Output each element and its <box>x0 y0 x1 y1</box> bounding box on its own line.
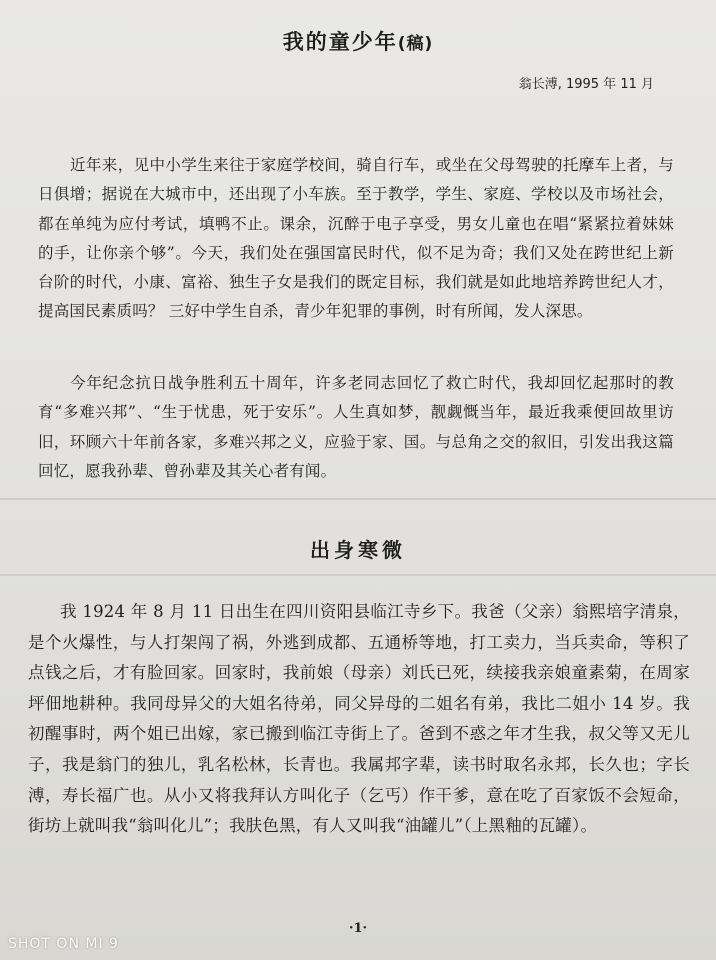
title-suffix: (稿) <box>397 34 434 54</box>
section-heading: 出身寒微 <box>310 538 406 562</box>
page-number: ·1· <box>348 921 368 936</box>
camera-watermark: SHOT ON MI 9 <box>8 936 119 952</box>
section-paragraph: 我 1924 年 8 月 11 日出生在四川资阳县临江寺乡下。我爸（父亲）翁熙培字清泉，是个火爆性，与人打架闯了祸，外逃到成都、五通桥等地，打工卖力，当兵卖命，等积了点钱之后，才有脸回家。回家时，我前娘（母亲）刘氏已死，续接我亲娘童素菊，在周家坪佃地耕种。我同母异父的大姐名待弟，同父异母的二姐名有弟，我比二姐小 14 岁。我初醒事时，两个姐已出嫁，家已搬到临江寺街上了。爸到不惑之年才生我，叔父等又无儿子，我是翁门的独儿，乳名松林，长青也。我属邦字辈，读书时取名永邦，长久也；字长溥，寿长福广也。从小又将我拜认方叫化子（乞丐）作干爹，意在吃了百家饭不会短命，街坊上就叫我“翁叫化儿”；我肤色黑，有人又叫我“油罐儿”（上黑釉的瓦罐）。 <box>28 602 690 836</box>
author-date: 翁长溥, 1995 年 11 月 <box>518 77 654 92</box>
title-text: 我的童少年 <box>282 30 398 54</box>
intro-paragraph-1: 近年来，见中小学生来往于家庭学校间，骑自行车，或坐在父母驾驶的托摩车上者，与日俱增；据说在大城市中，还出现了小车族。至于教学，学生、家庭、学校以及市场社会，都在单纯为应付考试，填鸭不止。课余，沉醉于电子享受，男女儿童也在唱“紧紧拉着妹妹的手，让你亲个够”。今天，我们处在强国富民时代，似不足为奇；我们又处在跨世纪上新台阶的时代，小康、富裕、独生子女是我们的既定目标，我们就是如此地培养跨世纪人才，提高国民素质吗？ 三好中学生自杀，青少年犯罪的事例，时有所闻，发人深思。 <box>38 156 674 321</box>
paper-fold-line <box>0 498 716 500</box>
intro-paragraph-2: 今年纪念抗日战争胜利五十周年，许多老同志回忆了救亡时代，我却回忆起那时的教育“多难兴邦”、“生于忧患，死于安乐”。人生真如梦，靓觑慨当年，最近我乘便回故里访旧，环顾六十年前各家，多难兴邦之义，应验于家、国。与总角之交的叙旧，引发出我这篇回忆，愿我孙辈、曾孙辈及其关心者有闻。 <box>38 374 674 480</box>
paper-fold-line <box>0 574 716 576</box>
page-title <box>0 26 716 56</box>
